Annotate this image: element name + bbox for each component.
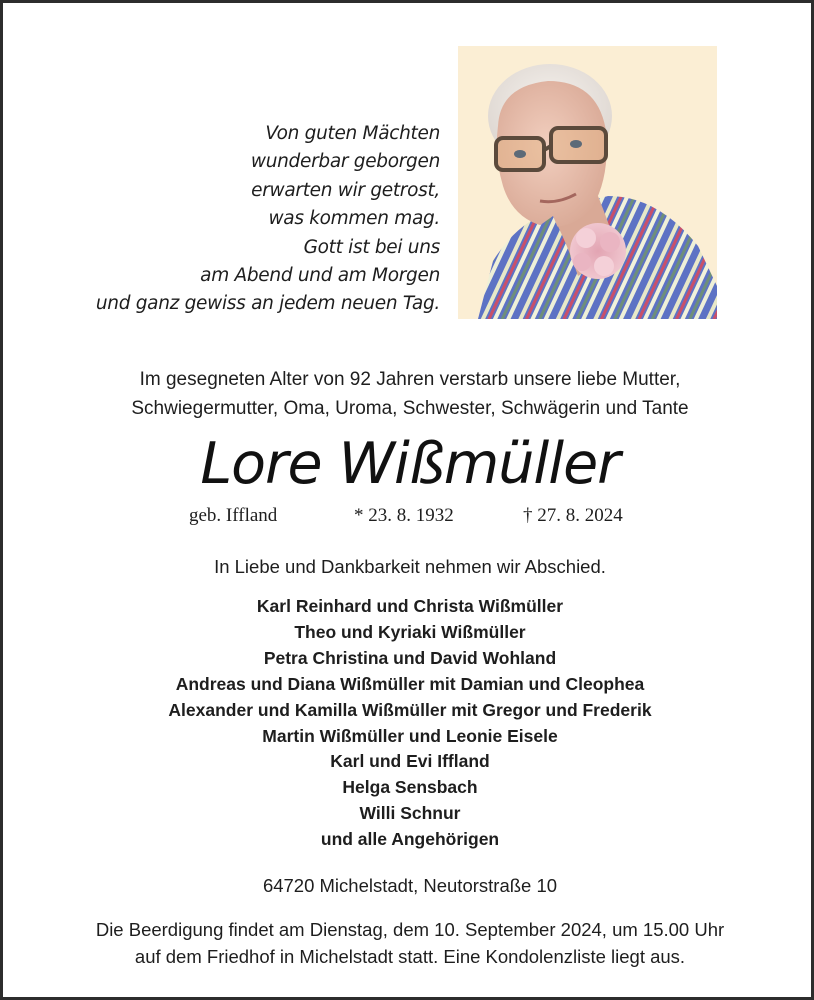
poem-line: Gott ist bei uns: [303, 236, 440, 258]
poem: [63, 120, 440, 319]
poem-line: und ganz gewiss an jedem neuen Tag.: [95, 293, 440, 315]
portrait-photo: [458, 46, 717, 319]
poem-line: am Abend und am Morgen: [200, 265, 440, 287]
mourner: und alle Angehörigen: [320, 829, 500, 850]
mourner: Willi Schnur: [359, 803, 461, 824]
farewell-text: In Liebe und Dankbarkeit nehmen wir Abschied.: [214, 556, 606, 577]
birth-date: * 23. 8. 1932: [354, 505, 454, 526]
mourner: Martin Wißmüller und Leonie Eisele: [262, 725, 558, 746]
funeral-line: Die Beerdigung findet am Dienstag, dem 10. September 2024, um 15.00 Uhr: [95, 919, 725, 940]
mourner: Karl und Evi Iffland: [330, 751, 490, 772]
mourners-list: [3, 594, 814, 853]
poem-line: erwarten wir getrost,: [251, 179, 440, 201]
poem-line: was kommen mag.: [268, 208, 440, 230]
maiden-name: geb. Iffland: [189, 505, 278, 526]
intro-text: [3, 365, 814, 423]
mourner: Alexander und Kamilla Wißmüller mit Gregor und Frederik: [168, 699, 652, 720]
poem-line: wunderbar geborgen: [250, 151, 440, 173]
mourner: Karl Reinhard und Christa Wißmüller: [256, 596, 564, 616]
intro-line: Im gesegneten Alter von 92 Jahren verstarb unsere liebe Mutter,: [139, 369, 681, 390]
death-date: † 27. 8. 2024: [523, 505, 623, 526]
intro-line: Schwiegermutter, Oma, Uroma, Schwester, Schwägerin und Tante: [131, 398, 689, 419]
mourner: Helga Sensbach: [342, 777, 478, 798]
mourner: Theo und Kyriaki Wißmüller: [294, 621, 526, 642]
deceased-name: Lore Wißmüller: [200, 431, 620, 497]
poem-line: Von guten Mächten: [265, 123, 440, 144]
funeral-line: auf dem Friedhof in Michelstadt statt. Eine Kondolenzliste liegt aus.: [134, 946, 686, 967]
mourner: Andreas und Diana Wißmüller mit Damian und Cleophea: [175, 673, 645, 694]
address: 64720 Michelstadt, Neutorstraße 10: [262, 875, 558, 896]
funeral-info: [3, 916, 814, 970]
mourner: Petra Christina und David Wohland: [263, 647, 557, 668]
life-dates: [3, 505, 814, 533]
